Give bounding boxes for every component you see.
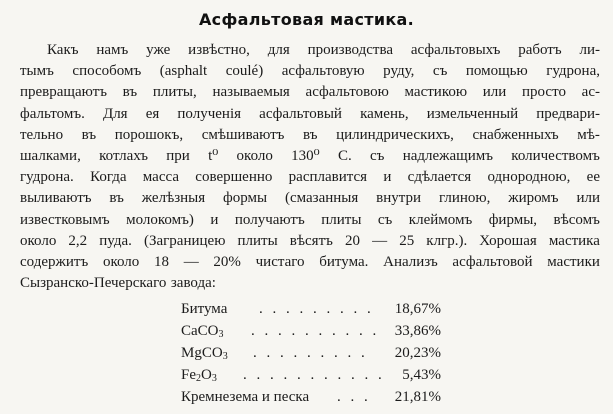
word: въ — [109, 190, 124, 207]
word: выливаютъ — [20, 190, 92, 207]
analysis-row — [181, 386, 441, 408]
word: просто — [522, 84, 566, 101]
page-title: Асфальтовая мастика. — [199, 10, 414, 29]
word: Какъ — [47, 42, 79, 58]
word: мастика — [548, 232, 600, 249]
word: клгр.). — [426, 232, 468, 249]
word: t⁰ — [208, 147, 219, 164]
word: ея — [145, 105, 160, 122]
word: асфальтовою — [305, 84, 389, 101]
text-line — [20, 146, 600, 167]
word: шалками, — [20, 147, 81, 164]
word: мѣ- — [577, 126, 600, 143]
word: съ — [377, 211, 393, 228]
word: вѣсятъ — [289, 232, 333, 249]
word: Анализъ — [383, 253, 438, 270]
word: завода: — [170, 275, 216, 292]
word: (Заграницею — [143, 232, 226, 249]
word: получаютъ — [234, 211, 305, 228]
word: С. — [337, 147, 352, 164]
word: работъ — [518, 42, 562, 58]
word: асфальтовую — [281, 63, 365, 80]
word: — — [183, 253, 199, 270]
word: 25 — [399, 232, 415, 249]
word: гудрона. — [20, 169, 74, 186]
word: тымъ — [20, 63, 54, 80]
text-line — [20, 210, 600, 231]
word: вѣсомъ — [553, 211, 600, 228]
word: масса — [142, 169, 180, 186]
word: съ — [370, 147, 385, 164]
leader-dots: . . . . . . . . . — [259, 301, 374, 317]
word: — — [372, 232, 388, 249]
word: однородною, — [487, 169, 571, 186]
component-value: 33,86% — [394, 323, 441, 339]
word: тельно — [20, 126, 64, 143]
word: измельченный — [426, 105, 519, 122]
word: около — [20, 232, 57, 249]
analysis-row — [181, 320, 441, 342]
word: сдѣлается — [407, 169, 472, 186]
word: Для — [102, 105, 128, 122]
component-value: 21,81% — [394, 389, 441, 405]
word: клеймомъ — [408, 211, 473, 228]
word: котлахъ — [99, 147, 148, 164]
word: гудрона, — [546, 63, 600, 80]
body-paragraph — [20, 40, 600, 294]
word: битума. — [319, 253, 369, 270]
text-line — [20, 125, 600, 146]
word: 130⁰ — [291, 147, 320, 164]
word: съ — [432, 63, 448, 80]
word: смѣшиваютъ — [201, 126, 285, 143]
word: желѣзныя — [141, 190, 206, 207]
word: мастикою — [404, 84, 468, 101]
word: порошокъ, — [114, 126, 184, 143]
word: жиромъ — [508, 190, 559, 207]
word: ее — [586, 169, 600, 186]
word: асфальтовый — [259, 105, 342, 122]
word: пуда. — [99, 232, 132, 249]
word: coulé) — [225, 63, 264, 80]
word: въ — [303, 126, 318, 143]
word: Хорошая — [479, 232, 537, 249]
word: формы — [223, 190, 268, 207]
word: глиною, — [438, 190, 491, 207]
component-value: 18,67% — [394, 301, 441, 317]
component-value: 5,43% — [402, 367, 441, 383]
leader-dots: . . . . . . . . . . . — [243, 367, 385, 383]
word: намъ — [96, 42, 129, 58]
word: содержитъ — [20, 253, 89, 270]
word: фирмы, — [488, 211, 538, 228]
analysis-row — [181, 342, 441, 364]
word: въ — [81, 126, 97, 143]
leader-dots: . . . — [337, 389, 371, 405]
word: 2,2 — [68, 232, 88, 249]
text-line — [20, 252, 600, 273]
word: и — [210, 211, 219, 228]
text-line — [20, 104, 600, 125]
word: производства — [307, 42, 394, 58]
word: количествомъ — [511, 147, 600, 164]
word: для — [267, 42, 290, 58]
word: помощью — [465, 63, 528, 80]
word: способомъ — [72, 63, 142, 80]
word: при — [166, 147, 190, 164]
leader-dots: . . . . . . . . . — [253, 345, 368, 361]
word: 18 — [153, 253, 169, 270]
word: извѣстно, — [188, 42, 250, 58]
word: плиты — [237, 232, 278, 249]
word: молокомъ) — [126, 211, 194, 228]
word: ли- — [579, 42, 600, 58]
word: (asphalt — [159, 63, 208, 80]
word: 20% — [213, 253, 241, 270]
leader-dots: . . . . . . . . . . — [251, 323, 380, 339]
component-name: MgCO$_3$ — [181, 345, 228, 362]
word: мастики — [547, 253, 600, 270]
word: (смазанныя — [284, 190, 359, 207]
component-name: $Fe_2O_3$ — [181, 367, 217, 384]
word: называемыя — [212, 84, 290, 101]
word: внутри — [376, 190, 422, 207]
word: или — [576, 190, 600, 207]
text-line — [20, 231, 600, 252]
word: 20 — [345, 232, 360, 249]
analysis-row — [181, 364, 441, 386]
component-name: CaCO$_3$ — [181, 323, 224, 340]
text-line — [20, 273, 600, 294]
word: Сызранско-Печерскаго — [20, 275, 167, 292]
word: превращаютъ — [20, 84, 107, 101]
text-line — [20, 188, 600, 209]
word: руду, — [383, 63, 415, 80]
component-name: Кремнезема и песка — [181, 389, 310, 405]
word: асфальтовыхъ — [410, 42, 501, 58]
component-value: 20,23% — [394, 345, 441, 361]
word: цилиндрическихъ, — [336, 126, 454, 143]
word: полученія — [177, 105, 242, 122]
component-name: Битума — [181, 301, 228, 317]
word: снабженныхъ — [472, 126, 559, 143]
word: Когда — [90, 169, 127, 186]
text-line — [20, 40, 600, 61]
word: или — [482, 84, 507, 101]
word: около — [236, 147, 273, 164]
word: фальтомъ. — [20, 105, 85, 122]
text-line — [20, 82, 600, 103]
word: чистаго — [255, 253, 305, 270]
word: асфальтовой — [452, 253, 533, 270]
word: плиты, — [152, 84, 197, 101]
text-line — [20, 61, 600, 82]
word: известковымъ — [20, 211, 110, 228]
word: и — [383, 169, 392, 186]
word: уже — [146, 42, 171, 58]
analysis-row — [181, 298, 441, 320]
word: около — [102, 253, 140, 270]
word: ас- — [581, 84, 600, 101]
word: плиты — [321, 211, 362, 228]
word: предвари- — [536, 105, 600, 122]
analysis-table — [181, 298, 441, 408]
text-line — [20, 167, 600, 188]
word: совершенно — [195, 169, 273, 186]
word: надлежащимъ — [402, 147, 494, 164]
word: камень, — [360, 105, 409, 122]
word: въ — [122, 84, 138, 101]
word: расплавится — [288, 169, 368, 186]
